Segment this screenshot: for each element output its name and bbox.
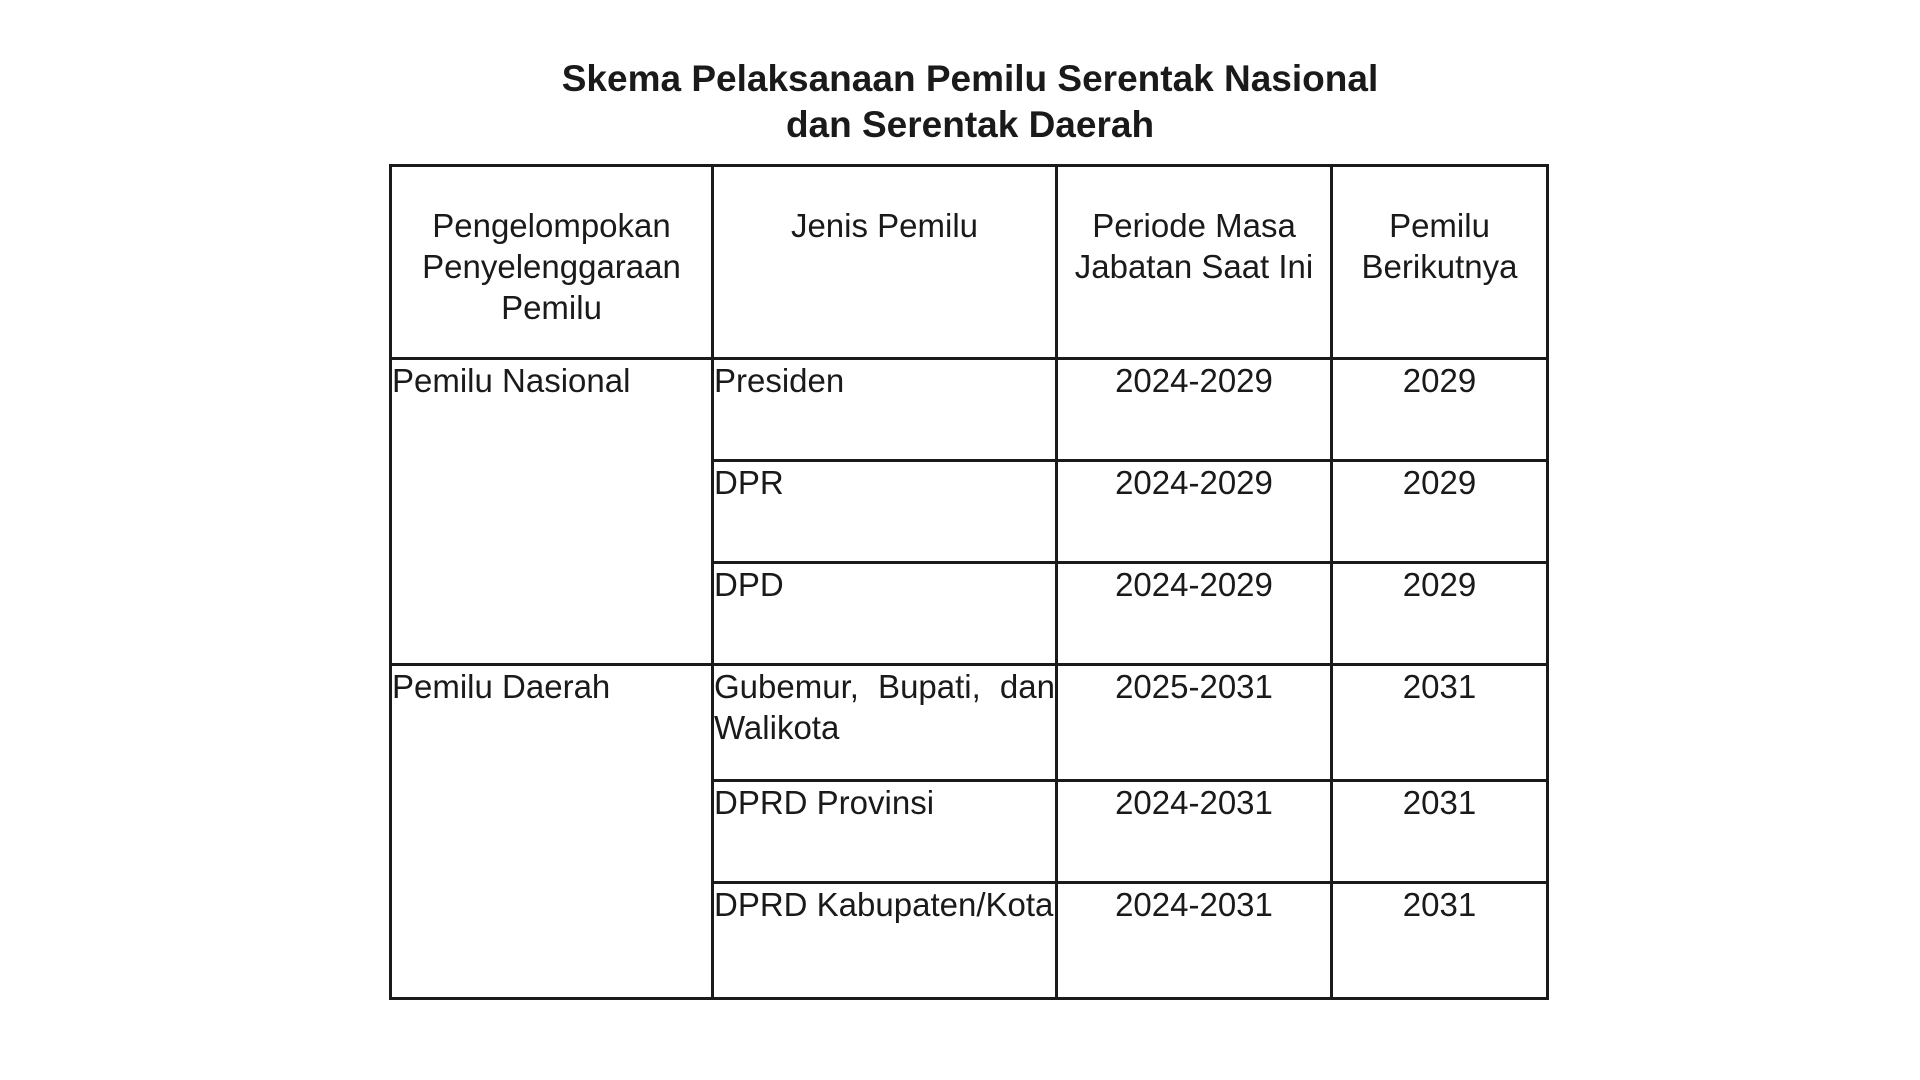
header-jenis: Jenis Pemilu [713,166,1057,359]
jenis-cell: DPD [713,563,1057,665]
page-title [0,56,1920,148]
table-header-row [391,166,1548,359]
periode-cell: 2024-2029 [1057,563,1332,665]
header-group: Pengelompokan Penyelenggaraan Pemilu [391,166,713,359]
table-row [391,359,1548,461]
periode-cell: 2024-2029 [1057,359,1332,461]
jenis-cell: Presiden [713,359,1057,461]
periode-cell: 2025-2031 [1057,665,1332,781]
berikutnya-cell: 2029 [1332,563,1548,665]
jenis-cell: DPRD Kabupaten/Kota [713,883,1057,999]
berikutnya-cell: 2029 [1332,359,1548,461]
header-periode: Periode Masa Jabatan Saat Ini [1057,166,1332,359]
berikutnya-cell: 2031 [1332,883,1548,999]
group-cell-daerah: Pemilu Daerah [391,665,713,999]
header-berikutnya: Pemilu Berikutnya [1332,166,1548,359]
jenis-cell: Gubemur, Bupati, dan Walikota [713,665,1057,781]
periode-cell: 2024-2031 [1057,883,1332,999]
title-line-1: Skema Pelaksanaan Pemilu Serentak Nasional [561,58,1379,99]
table-row [391,665,1548,781]
berikutnya-cell: 2031 [1332,781,1548,883]
berikutnya-cell: 2029 [1332,461,1548,563]
jenis-cell: DPR [713,461,1057,563]
periode-cell: 2024-2031 [1057,781,1332,883]
title-line-2: dan Serentak Daerah [785,104,1155,145]
jenis-cell: DPRD Provinsi [713,781,1057,883]
periode-cell: 2024-2029 [1057,461,1332,563]
berikutnya-cell: 2031 [1332,665,1548,781]
group-cell-nasional: Pemilu Nasional [391,359,713,665]
election-schedule-table [389,164,1549,1000]
